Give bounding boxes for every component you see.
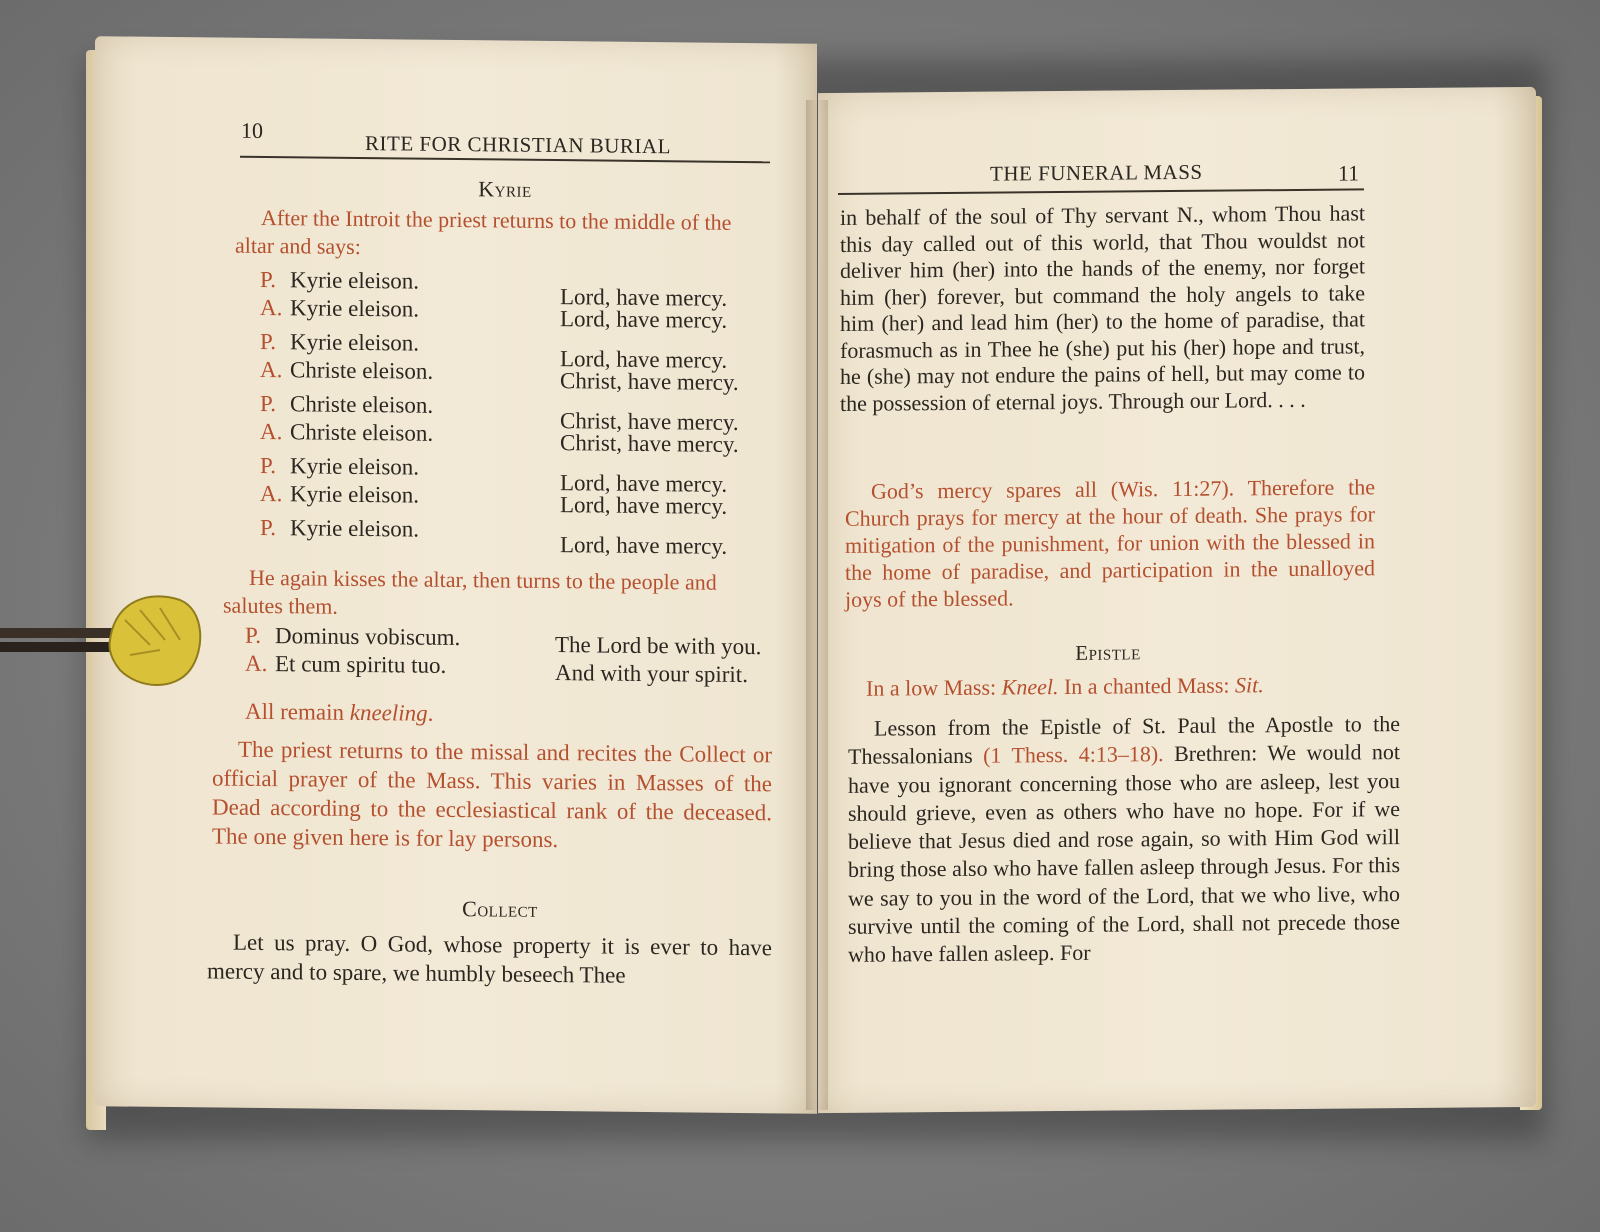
kneel-rubric-suffix: . bbox=[427, 700, 434, 726]
dominus-line bbox=[245, 622, 460, 652]
latin-text: Kyrie eleison. bbox=[290, 515, 420, 542]
kyrie-line bbox=[260, 294, 419, 324]
kyrie-line bbox=[260, 418, 433, 448]
english-translation: Christ, have mercy. bbox=[560, 368, 739, 395]
kiss-rubric: He again kisses the altar, then turns to the people and salutes them. bbox=[223, 564, 717, 619]
speaker-label: P. bbox=[260, 266, 276, 293]
dominus-line bbox=[245, 650, 446, 680]
speaker-label: A. bbox=[260, 356, 283, 383]
kneel-rubric-prefix: All remain bbox=[245, 698, 350, 725]
collect-text: Let us pray. O God, whose property it is ever to have mercy and to spare, we humbly beseech Thee bbox=[207, 929, 772, 988]
clip-brass-plate bbox=[109, 596, 200, 685]
kyrie-line bbox=[260, 452, 419, 482]
speaker-label: P. bbox=[260, 328, 276, 355]
paper-clip bbox=[0, 590, 205, 690]
speaker-label: A. bbox=[260, 294, 283, 321]
kneel-rubric-italic: kneeling bbox=[349, 699, 428, 726]
english-translation: Lord, have mercy. bbox=[560, 306, 728, 333]
speaker-label: P. bbox=[260, 452, 276, 479]
speaker-label: P. bbox=[260, 390, 276, 417]
kyrie-rubric: After the Introit the priest returns to the middle of the altar and says: bbox=[235, 204, 732, 260]
collect-continued: in behalf of the soul of Thy servant N., whom Thou hast this day called out of this world, that Thou wouldst not deliver him (her) into the hands of the enemy, nor forget him (her) forever, but command the holy angels to take him (her) and lead him (her) to the home of paradise, that forasmuch as in Thee he (she) put his (her) hope and trust, he (she) may not endure the pains of hell, but may come to the possession of eternal joys. Through our Lord. . . . bbox=[840, 200, 1365, 416]
latin-text: Et cum spiritu tuo. bbox=[275, 651, 447, 678]
latin-text: Christe eleison. bbox=[290, 419, 434, 446]
page-number-left: 10 bbox=[241, 117, 263, 143]
latin-text: Christe eleison. bbox=[290, 357, 434, 384]
latin-text: Kyrie eleison. bbox=[290, 295, 420, 322]
kyrie-heading: Kyrie bbox=[478, 176, 532, 202]
left-page bbox=[95, 36, 817, 1114]
english-translation: Christ, have mercy. bbox=[560, 430, 739, 457]
epistle-text-a: Lesson from the Epistle of St. Paul the Apostle to the Thessalonians bbox=[848, 711, 1400, 770]
epistle-heading: Epistle bbox=[1075, 640, 1141, 665]
page-number-right: 11 bbox=[1338, 160, 1360, 186]
english-translation: The Lord be with you. bbox=[555, 632, 762, 660]
speaker-label: P. bbox=[245, 622, 261, 648]
latin-text: Kyrie eleison. bbox=[290, 453, 420, 480]
collect-heading: Collect bbox=[462, 896, 538, 922]
clip-wire-bottom bbox=[0, 642, 120, 652]
book-gutter bbox=[806, 100, 828, 1110]
latin-text: Christe eleison. bbox=[290, 391, 434, 418]
english-translation: Christ, have mercy. bbox=[560, 408, 739, 435]
epistle-rubric-a: In a low Mass: bbox=[866, 674, 1002, 701]
kyrie-line bbox=[260, 266, 419, 296]
latin-text: Kyrie eleison. bbox=[290, 481, 420, 508]
kyrie-line bbox=[260, 480, 419, 510]
kyrie-line bbox=[260, 356, 433, 386]
epistle-rubric-sit: Sit. bbox=[1235, 672, 1264, 698]
english-translation: And with your spirit. bbox=[555, 660, 748, 688]
english-translation: Lord, have mercy. bbox=[560, 470, 728, 497]
header-rule-right bbox=[838, 188, 1364, 195]
latin-text: Kyrie eleison. bbox=[290, 329, 420, 356]
speaker-label: P. bbox=[260, 514, 276, 541]
kyrie-line bbox=[260, 390, 433, 420]
epistle-rubric-kneel: Kneel. bbox=[1001, 674, 1059, 700]
running-head-left: RITE FOR CHRISTIAN BURIAL bbox=[365, 131, 671, 159]
speaker-label: A. bbox=[245, 650, 268, 677]
collect-rubric: The priest returns to the missal and recites the Collect or official prayer of the Mass. This varies in Masses of the Dead according to the ecclesiastical rank of the deceased. The one given here is for lay persons. bbox=[212, 736, 772, 853]
speaker-label: A. bbox=[260, 418, 283, 445]
english-translation: Lord, have mercy. bbox=[560, 346, 728, 373]
epistle-rubric-b: In a chanted Mass: bbox=[1058, 672, 1236, 700]
epistle-text-b: Brethren: We would not have you ignorant concerning those who are asleep, lest you should grieve, even as others who have no hope. For if we believe that Jesus died and rose again, so with Him God will bring those also who have fallen asleep through Jesus. For this we say to you in the word of the Lord, that we who live, who survive until the coming of the Lord, shall not precede those who have fallen asleep. For bbox=[848, 739, 1400, 968]
english-translation: Lord, have mercy. bbox=[560, 532, 728, 559]
running-head-right: THE FUNERAL MASS bbox=[990, 159, 1203, 186]
epistle-rubric bbox=[866, 670, 1386, 703]
kyrie-line bbox=[260, 328, 419, 358]
mercy-rubric: God’s mercy spares all (Wis. 11:27). Therefore the Church prays for mercy at the hour of death. She prays for mitigation of the punishment, for union with the blessed in the home of paradise, and participation in the unalloyed joys of the blessed. bbox=[845, 474, 1375, 612]
english-translation: Lord, have mercy. bbox=[560, 284, 728, 311]
epistle-reference: (1 Thess. 4:13–18). bbox=[983, 741, 1164, 768]
kneel-rubric bbox=[245, 698, 775, 732]
latin-text: Kyrie eleison. bbox=[290, 267, 420, 294]
speaker-label: A. bbox=[260, 480, 283, 507]
epistle-text bbox=[848, 710, 1400, 969]
kyrie-line bbox=[260, 514, 419, 544]
english-translation: Lord, have mercy. bbox=[560, 492, 728, 519]
latin-text: Dominus vobiscum. bbox=[275, 623, 461, 651]
clip-wire-top bbox=[0, 628, 120, 638]
right-page bbox=[818, 87, 1536, 1113]
